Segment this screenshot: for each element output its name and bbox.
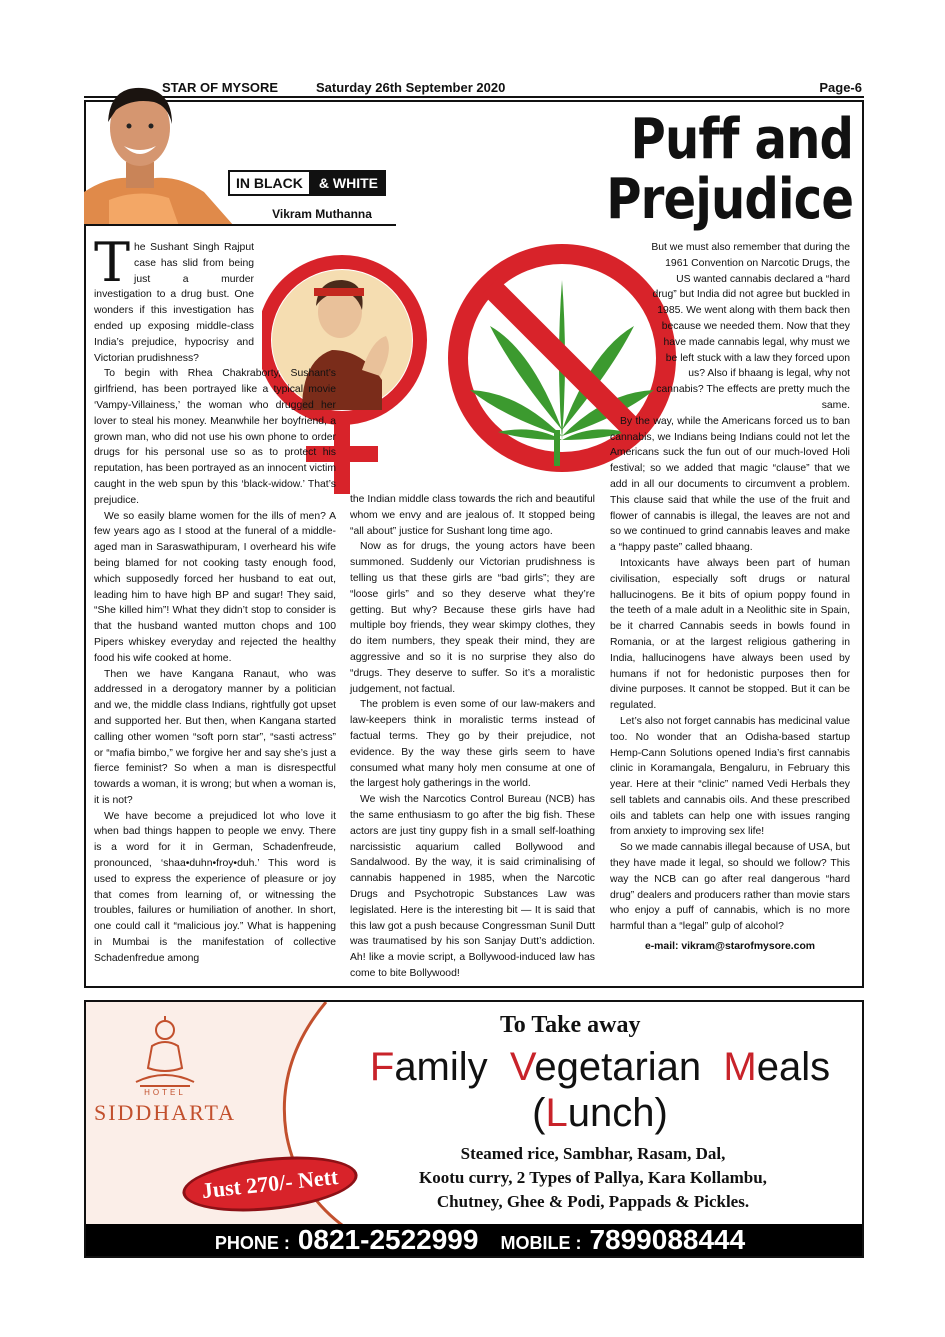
- author-byline: Vikram Muthanna: [272, 207, 372, 221]
- paragraph: So we made cannabis illegal because of USA, but they have made it legal, so should we follow? This way the NCB can go after real dangerous “hard drug” dealers and producers rather than movie stars who enjoy a puff of cannabis, which is no more harmful than a “legal” gulp of alcohol?: [610, 842, 850, 933]
- headline-word: amily: [394, 1045, 488, 1089]
- hotel-logo: [90, 1012, 240, 1132]
- headline-word: unch: [567, 1091, 655, 1135]
- column-tag-part2: & WHITE: [318, 175, 378, 191]
- byline-divider: [84, 224, 396, 226]
- menu-line: Kootu curry, 2 Types of Pallya, Kara Kollambu,: [419, 1168, 767, 1187]
- paragraph: To begin with Rhea Chakraborty, Sushant’s girlfriend, has been portrayed like a typical movie ‘Vampy-Villainess,’ the woman who drugged her lover to steal his money. Meanwhile her boyfriend, a grown man, who did not use his own phone to order drugs for his personal use so as to protect his reputation, has been portrayed as an innocent victim caught in the web spun by this ‘black-widow.’ That’s prejudice.: [94, 368, 336, 506]
- paragraph: Then we have Kangana Ranaut, who was addressed in a derogatory manner by a politician and we, the middle class Indians, rightfully got upset and supported her. But then, when Kangana started calling other women “soft porn star”, “sasti actress” or “mafia bimbo,” we forgive her and say she’s just a fierce feminist? So when a man is disrespectful towards a woman, it is wrong; but when a woman is, it is not?: [94, 668, 336, 806]
- hotel-name: SIDDHARTA: [93, 1100, 237, 1125]
- paragraph: But we must also remember that during the 1961 Convention on Narcotic Drugs, the US wanted cannabis declared a “hard drug” but India did not agree but buckled in 1985. We went along with them back then because we needed them. Now that they have made cannabis legal, why must we be left stuck with a law they forced upon us? Also if bhaang is legal, why not cannabis? The effects are pretty much the same.: [651, 242, 850, 411]
- headline-line1: Puff and: [630, 107, 853, 172]
- article-column-3: [610, 240, 850, 955]
- headline-letter: V: [509, 1045, 535, 1089]
- article-column-2: [350, 492, 595, 982]
- phone-label: PHONE :: [214, 1233, 290, 1253]
- drop-cap: T: [94, 231, 131, 294]
- ad-tagline: To Take away: [500, 1012, 641, 1038]
- contact-bar: [86, 1224, 864, 1256]
- issue-date: Saturday 26th September 2020: [316, 80, 506, 95]
- paragraph: Now as for drugs, the young actors have been summoned. Suddenly our Victorian prudishness is telling us that these girls are “bad girls”; they are “loose girls” and so they deserve what they’re getting. But why? Because these girls have had multiple boy friends, they wear skimpy clothes, they do item numbers, they speak their mind, they are aggressive and so it is no surprise they also do “drugs. They deserve to suffer. So it’s a moralistic judgement, not factual.: [350, 541, 595, 695]
- hotel-label: HOTEL: [144, 1088, 186, 1097]
- menu-line: Steamed rice, Sambhar, Rasam, Dal,: [460, 1144, 726, 1163]
- headline-line2: Prejudice: [606, 167, 853, 232]
- headline-word: egetarian: [534, 1045, 702, 1089]
- column-tag: [228, 170, 386, 196]
- paragraph: Let’s also not forget cannabis has medicinal value too. No wonder that an Odisha-based startup Hemp-Cann Solutions opened India’s first cannabis clinic in Koramangala, Bengaluru, in February this year. Here at their “clinic” named Vedi Herbals they sell tablets and cannabis oils. And these prescribed oils and tablets can help one with issues ranging from anxiety to improving sex life!: [610, 715, 850, 838]
- author-email[interactable]: e-mail: vikram@starofmysore.com: [644, 941, 816, 953]
- headline-bracket: ): [654, 1091, 668, 1135]
- author-portrait: [84, 80, 254, 226]
- buddha-icon: [130, 1016, 200, 1088]
- headline-letter: M: [723, 1045, 757, 1089]
- mobile-label: MOBILE :: [500, 1233, 582, 1253]
- paragraph: We wish the Narcotics Control Bureau (NCB) has the same enthusiasm to go after the big fish. These actors are just tiny guppy fish in a small self-loathing narcissistic aquarium called Bollywood and Sandalwood. By the way, it is said criminalising of cannabis happened in 1985, when the Narcotic Drugs and Psychotropic Substances Law was legislated. Here is the interesting bit — It is said that this law got a push because Congressman Sunil Dutt was traumatised by his son Sanjay Dutt’s addiction. Ah! like a movie script, a Bollywood-induced law has come to bite Bollywood!: [350, 794, 595, 979]
- column-tag-part1: IN BLACK: [228, 170, 311, 196]
- paragraph: Intoxicants have always been part of human civilisation, especially soft drugs or natural hallucinogens. Be it bits of opium poppy found in the teeth of a male adult in a Neolithic site in Spain, be it charred Cannabis seeds in bowls found in Romania, or at the largest religious gathering in India, hallucinogens have always been used by humans if not for hedonistic purposes then for divine purposes. It cannot be stopped. But it can be regulated.: [610, 557, 850, 712]
- headline: [606, 107, 853, 232]
- phone-number[interactable]: 0821-2522999: [297, 1224, 479, 1255]
- newspaper-name: STAR OF MYSORE: [162, 80, 279, 95]
- menu-line: Chutney, Ghee & Podi, Pappads & Pickles.: [436, 1192, 750, 1211]
- paragraph: We so easily blame women for the ills of men? A few years ago as I stood at the funeral of a middle-aged man in Saraswathipuram, I overheard his wife being blamed for not cooking tasty enough food, which supposedly forced her husband to eat out, leading him to have high BP and sugar! They said, “She killed him”! What they didn’t stop to consider is that the husband wanted mutton chops and 100 Pipers whiskey everyday and rejected the healthy food his wife cooked at home.: [94, 510, 336, 664]
- headline-bracket: (: [532, 1091, 546, 1135]
- article-column-1: [94, 231, 336, 967]
- paragraph: he Sushant Singh Rajput case has slid from being just a murder investigation to a drug bust. One wonders if this investigation has ended up exposing middle-class India’s prejudice, hypocrisy and Victorian prudishness?: [94, 242, 254, 364]
- headline-word: eals: [756, 1045, 831, 1089]
- headline-letter: F: [369, 1045, 395, 1089]
- paragraph: We have become a prejudiced lot who love it when bad things happen to people we envy. There is a word for it in German, Schadenfreude, pronounced, ‘shaa•duhn•froy•duh.’ This word is used to express the experience of pleasure or joy that comes from learning of, or witnessing the troubles, failures or humiliation of another. In short, one could call it “malicious joy.” What is happening in Mumbai is the manifestation of collective Schadenfredue among: [94, 810, 336, 964]
- paragraph: the Indian middle class towards the rich and beautiful whom we envy and are jealous of. It stopped being “all about” justice for Sushant long time ago.: [350, 494, 595, 537]
- headline-letter: L: [545, 1091, 568, 1135]
- ad-headline: [350, 1044, 850, 1136]
- ad-menu: [368, 1142, 818, 1214]
- paragraph: The problem is even some of our law-makers and law-keepers think in moralistic terms instead of factual terms. They go by their prejudice, not evidence. By the way these girls seem to have consumed what many holy men consume at one of the largest holy gatherings in the world.: [350, 699, 595, 790]
- page-number: Page-6: [819, 80, 862, 95]
- paragraph: By the way, while the Americans forced us to ban cannabis, we Indians being Indians could not let the Americans suck the fun out of our much-loved Holi festival; so we added that magic “clause” that we add in all our documents to circumvent a problem. This clause said that while the use of the fruit and flower of cannabis is illegal, the leaves are not and so we continued to grind cannabis leaves and make a “happy paste” called bhaang.: [610, 415, 850, 554]
- mobile-number[interactable]: 7899088444: [589, 1224, 746, 1255]
- advertisement: [84, 1000, 864, 1258]
- price-badge: Just 270/- Nett: [180, 1149, 360, 1219]
